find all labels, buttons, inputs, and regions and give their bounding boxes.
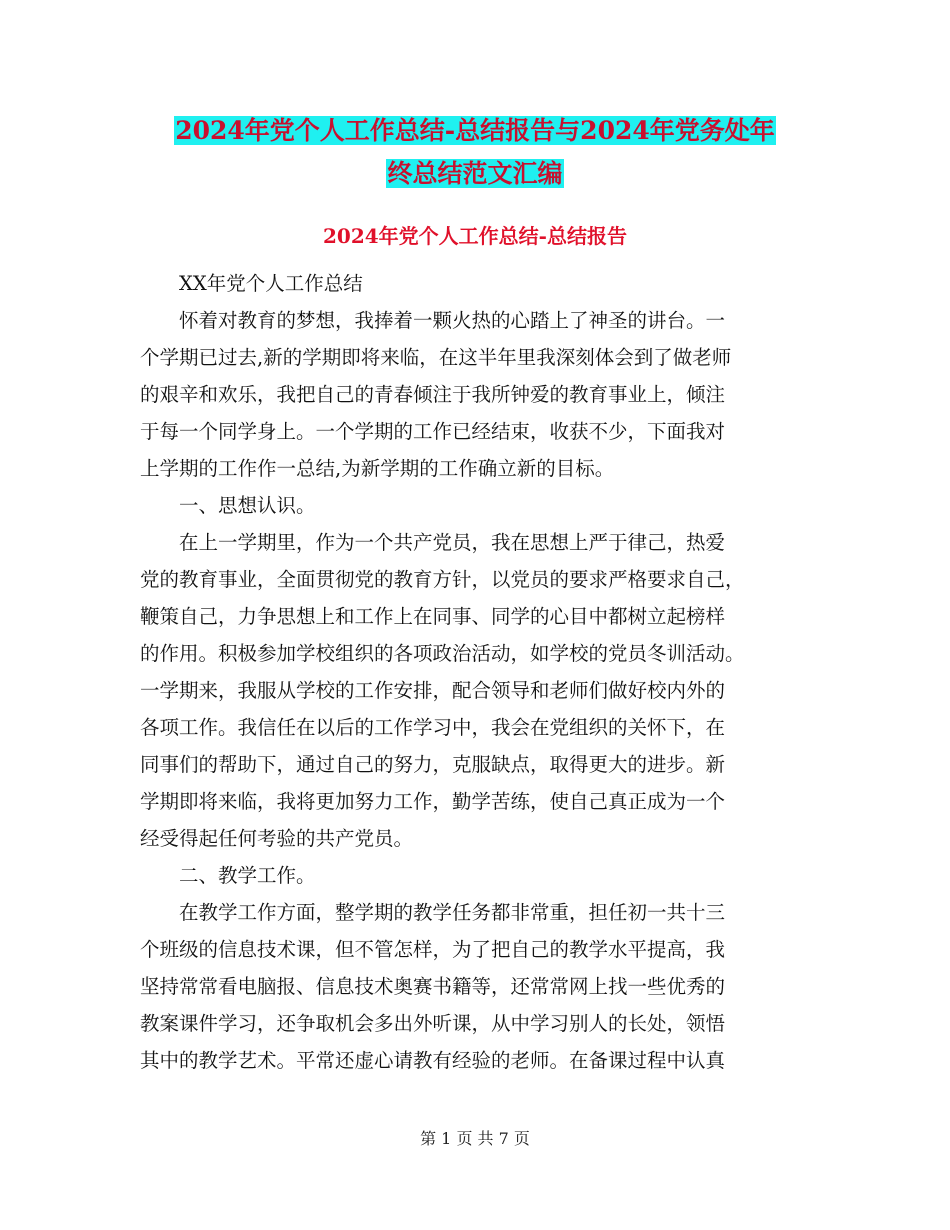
body-line: 个班级的信息技术课，但不管怎样，为了把自己的教学水平提高，我 [140, 938, 726, 961]
page-footer: 第 1 页 共 7 页 [420, 1129, 530, 1148]
body-line: 的作用。积极参加学校组织的各项政治活动，如学校的党员冬训活动。 [140, 642, 745, 665]
document-title-line-2 [0, 152, 950, 196]
body-line: 怀着对教育的梦想，我捧着一颗火热的心踏上了神圣的讲台。一 [140, 309, 726, 332]
title-highlight-1: 2024年党个人工作总结-总结报告与2024年党务处年 [175, 116, 775, 145]
body-line: 在上一学期里，作为一个共产党员，我在思想上严于律己，热爱 [140, 531, 726, 554]
body-line: 其中的教学艺术。平常还虚心请教有经验的老师。在备课过程中认真 [140, 1049, 726, 1072]
body-line: 一学期来，我服从学校的工作安排，配合领导和老师们做好校内外的 [140, 679, 726, 702]
body-line: 一、思想认识。 [140, 494, 316, 517]
document-title-line-1 [0, 109, 950, 153]
body-line: 的艰辛和欢乐，我把自己的青春倾注于我所钟爱的教育事业上，倾注 [140, 383, 726, 406]
body-line: XX年党个人工作总结 [140, 272, 363, 295]
section-heading: 2024年党个人工作总结-总结报告 [323, 224, 627, 248]
body-line: 经受得起任何考验的共产党员。 [140, 827, 414, 850]
body-line: 党的教育事业，全面贯彻党的教育方针，以党员的要求严格要求自己， [140, 568, 745, 591]
body-line: 同事们的帮助下，通过自己的努力，克服缺点，取得更大的进步。新 [140, 753, 726, 776]
body-line: 个学期已过去,新的学期即将来临，在这半年里我深刻体会到了做老师 [140, 346, 732, 369]
body-line: 教案课件学习，还争取机会多出外听课，从中学习别人的长处，领悟 [140, 1012, 726, 1035]
body-line: 学期即将来临，我将更加努力工作，勤学苦练，使自己真正成为一个 [140, 790, 726, 813]
body-line: 鞭策自己，力争思想上和工作上在同事、同学的心目中都树立起榜样 [140, 605, 726, 628]
body-line: 在教学工作方面，整学期的教学任务都非常重，担任初一共十三 [140, 901, 726, 924]
body-line: 于每一个同学身上。一个学期的工作已经结束，收获不少，下面我对 [140, 420, 726, 443]
body-line: 坚持常常看电脑报、信息技术奥赛书籍等，还常常网上找一些优秀的 [140, 975, 726, 998]
body-line: 二、教学工作。 [140, 864, 316, 887]
body-line: 上学期的工作作一总结,为新学期的工作确立新的目标。 [140, 457, 615, 480]
title-highlight-2: 终总结范文汇编 [387, 159, 563, 188]
body-line: 各项工作。我信任在以后的工作学习中，我会在党组织的关怀下，在 [140, 716, 726, 739]
